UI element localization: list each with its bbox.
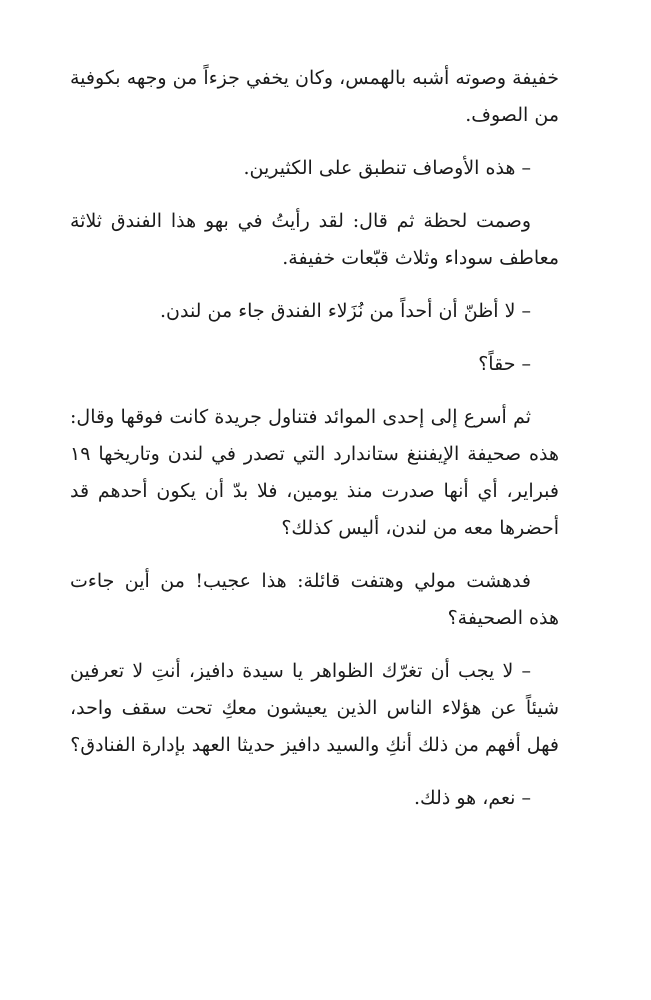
paragraph-2: – هذه الأوصاف تنطبق على الكثيرين.	[243, 157, 531, 179]
paragraph-4: – لا أظنّ أن أحداً من نُزَلاء الفندق جاء من لندن.	[159, 300, 531, 322]
paragraph-7: فدهشت مولي وهتفت قائلة: هذا عجيب! من أين جاءت هذه الصحيفة؟	[70, 570, 559, 629]
paragraph-9: – نعم، هو ذلك.	[414, 787, 531, 809]
paragraph-8: – لا يجب أن تغرّك الظواهر يا سيدة دافيز، أنتِ لا تعرفين شيئاً عن هؤلاء الناس الذين يعيشون معكِ تحت سقف واحد، فهل أفهم من ذلك أنكِ والسيد دافيز حديثا العهد بإدارة الفنادق؟	[70, 660, 559, 756]
paragraph-6: ثم أسرع إلى إحدى الموائد فتناول جريدة كانت فوقها وقال: هذه صحيفة الإيفننغ ستاندارد التي تصدر في لندن وتاريخها ١٩ فبراير، أي أنها صدرت منذ يومين، فلا بدّ أن يكون أحدهم قد أحضرها معه من لندن، أليس كذلك؟	[70, 406, 559, 539]
paragraph-3: وصمت لحظة ثم قال: لقد رأيتُ في بهو هذا الفندق ثلاثة معاطف سوداء وثلاث قبّعات خفيفة.	[70, 210, 559, 269]
book-page	[70, 60, 559, 833]
paragraph-5: – حقاً؟	[478, 353, 531, 375]
paragraph-1: خفيفة وصوته أشبه بالهمس، وكان يخفي جزءاً من وجهه بكوفية من الصوف.	[70, 67, 559, 126]
